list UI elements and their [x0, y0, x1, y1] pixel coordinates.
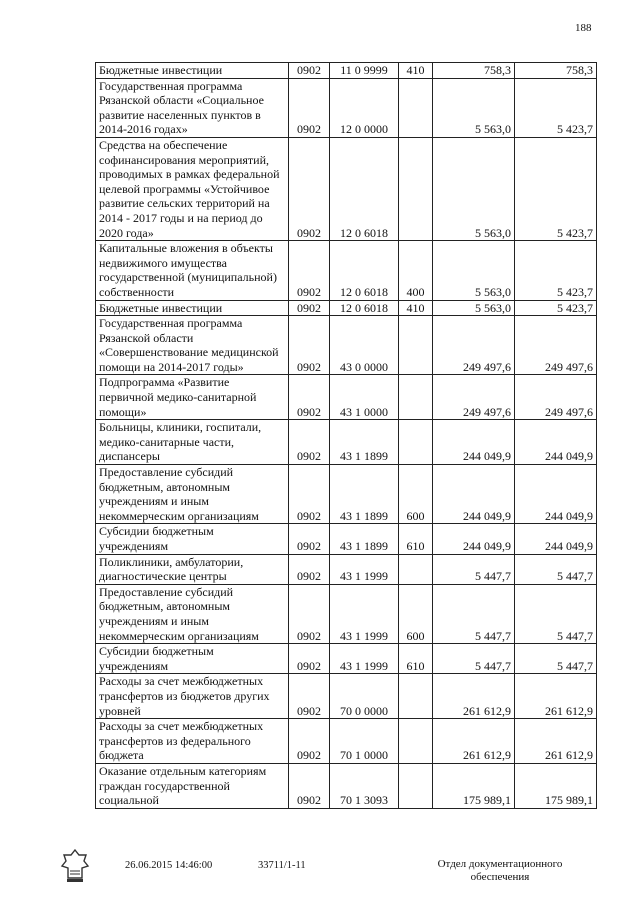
row-amount-1: 261 612,9: [433, 674, 515, 719]
row-expense: [399, 375, 433, 420]
row-target: 12 0 6018: [330, 241, 399, 300]
table-row: [96, 644, 597, 674]
row-section: 0902: [289, 719, 330, 764]
row-expense: [399, 137, 433, 240]
row-amount-1: 5 563,0: [433, 78, 515, 137]
table-row: [96, 584, 597, 643]
row-name: Субсидии бюджетным учреждениям: [96, 644, 289, 674]
footer-department: Отдел документационного обеспечения: [437, 858, 563, 883]
row-amount-1: 244 049,9: [433, 524, 515, 554]
row-section: 0902: [289, 137, 330, 240]
table-row: [96, 63, 597, 79]
row-target: 12 0 6018: [330, 137, 399, 240]
row-section: 0902: [289, 524, 330, 554]
page-number: 188: [575, 22, 592, 34]
row-amount-2: 261 612,9: [515, 674, 597, 719]
row-expense: 600: [399, 465, 433, 524]
row-section: 0902: [289, 63, 330, 79]
row-expense: 400: [399, 241, 433, 300]
row-expense: 610: [399, 524, 433, 554]
row-section: 0902: [289, 420, 330, 465]
budget-table: [95, 62, 597, 809]
row-target: 70 1 0000: [330, 719, 399, 764]
row-name: Расходы за счет межбюджетных трансфертов из бюджетов других уровней: [96, 674, 289, 719]
row-section: 0902: [289, 763, 330, 808]
row-section: 0902: [289, 465, 330, 524]
row-amount-2: 758,3: [515, 63, 597, 79]
row-target: 43 1 1899: [330, 420, 399, 465]
row-amount-2: 244 049,9: [515, 524, 597, 554]
coat-of-arms-icon: [58, 848, 92, 886]
row-expense: 600: [399, 584, 433, 643]
row-section: 0902: [289, 300, 330, 316]
row-name: Предоставление субсидий бюджетным, автономным учреждениям и иным некоммерческим организациям: [96, 465, 289, 524]
row-amount-2: 249 497,6: [515, 316, 597, 375]
row-name: Средства на обеспечение софинансирования мероприятий, проводимых в рамках федеральной целевой программы «Устойчивое развитие сельских территорий на 2014 - 2017 годы и на период до 2020 года»: [96, 137, 289, 240]
row-name: Подпрограмма «Развитие первичной медико-санитарной помощи»: [96, 375, 289, 420]
row-amount-2: 5 447,7: [515, 554, 597, 584]
row-target: 70 1 3093: [330, 763, 399, 808]
row-amount-2: 175 989,1: [515, 763, 597, 808]
table-row: [96, 78, 597, 137]
table-row: [96, 241, 597, 300]
table-row: [96, 674, 597, 719]
table-row: [96, 375, 597, 420]
row-amount-2: 244 049,9: [515, 465, 597, 524]
row-name: Предоставление субсидий бюджетным, автономным учреждениям и иным некоммерческим организациям: [96, 584, 289, 643]
table-row: [96, 554, 597, 584]
table-row: [96, 137, 597, 240]
row-amount-1: 5 447,7: [433, 554, 515, 584]
row-section: 0902: [289, 674, 330, 719]
row-amount-1: 5 447,7: [433, 644, 515, 674]
row-expense: [399, 78, 433, 137]
row-target: 43 1 1999: [330, 584, 399, 643]
row-amount-1: 261 612,9: [433, 719, 515, 764]
row-target: 70 0 0000: [330, 674, 399, 719]
table-row: [96, 316, 597, 375]
row-section: 0902: [289, 584, 330, 643]
table-row: [96, 719, 597, 764]
row-amount-1: 249 497,6: [433, 375, 515, 420]
row-section: 0902: [289, 644, 330, 674]
row-section: 0902: [289, 316, 330, 375]
row-amount-2: 249 497,6: [515, 375, 597, 420]
footer-datetime: 26.06.2015 14:46:00: [125, 860, 213, 871]
row-target: 12 0 6018: [330, 300, 399, 316]
row-expense: [399, 316, 433, 375]
table-row: [96, 763, 597, 808]
row-amount-1: 5 563,0: [433, 300, 515, 316]
row-amount-2: 5 423,7: [515, 300, 597, 316]
row-amount-1: 5 447,7: [433, 584, 515, 643]
table-row: [96, 300, 597, 316]
row-amount-2: 244 049,9: [515, 420, 597, 465]
row-name: Капитальные вложения в объекты недвижимого имущества государственной (муниципальной) собственности: [96, 241, 289, 300]
row-expense: 410: [399, 63, 433, 79]
row-amount-2: 261 612,9: [515, 719, 597, 764]
table-row: [96, 524, 597, 554]
row-target: 43 0 0000: [330, 316, 399, 375]
row-name: Государственная программа Рязанской области «Социальное развитие населенных пунктов в 2014-2016 годах»: [96, 78, 289, 137]
row-expense: [399, 554, 433, 584]
row-target: 43 1 1899: [330, 524, 399, 554]
row-expense: 410: [399, 300, 433, 316]
row-section: 0902: [289, 241, 330, 300]
row-name: Бюджетные инвестиции: [96, 63, 289, 79]
row-expense: [399, 719, 433, 764]
row-target: 12 0 0000: [330, 78, 399, 137]
row-name: Расходы за счет межбюджетных трансфертов из федерального бюджета: [96, 719, 289, 764]
row-amount-2: 5 447,7: [515, 584, 597, 643]
row-section: 0902: [289, 78, 330, 137]
row-name: Оказание отдельным категориям граждан государственной социальной: [96, 763, 289, 808]
row-amount-2: 5 423,7: [515, 137, 597, 240]
row-amount-2: 5 447,7: [515, 644, 597, 674]
row-amount-2: 5 423,7: [515, 241, 597, 300]
row-amount-1: 5 563,0: [433, 241, 515, 300]
row-name: Поликлиники, амбулатории, диагностические центры: [96, 554, 289, 584]
row-amount-2: 5 423,7: [515, 78, 597, 137]
row-expense: [399, 674, 433, 719]
row-target: 43 1 1999: [330, 554, 399, 584]
footer-doc-number: 33711/1-11: [258, 860, 306, 871]
row-name: Субсидии бюджетным учреждениям: [96, 524, 289, 554]
row-section: 0902: [289, 375, 330, 420]
row-amount-1: 758,3: [433, 63, 515, 79]
table-row: [96, 465, 597, 524]
row-expense: 610: [399, 644, 433, 674]
row-name: Государственная программа Рязанской области «Совершенствование медицинской помощи на 2014-2017 годы»: [96, 316, 289, 375]
row-expense: [399, 420, 433, 465]
row-target: 43 1 0000: [330, 375, 399, 420]
row-name: Больницы, клиники, госпитали, медико-санитарные части, диспансеры: [96, 420, 289, 465]
row-target: 43 1 1999: [330, 644, 399, 674]
row-amount-1: 249 497,6: [433, 316, 515, 375]
row-amount-1: 244 049,9: [433, 420, 515, 465]
row-amount-1: 244 049,9: [433, 465, 515, 524]
row-target: 43 1 1899: [330, 465, 399, 524]
table-row: [96, 420, 597, 465]
row-section: 0902: [289, 554, 330, 584]
row-amount-1: 175 989,1: [433, 763, 515, 808]
row-name: Бюджетные инвестиции: [96, 300, 289, 316]
row-target: 11 0 9999: [330, 63, 399, 79]
row-amount-1: 5 563,0: [433, 137, 515, 240]
row-expense: [399, 763, 433, 808]
